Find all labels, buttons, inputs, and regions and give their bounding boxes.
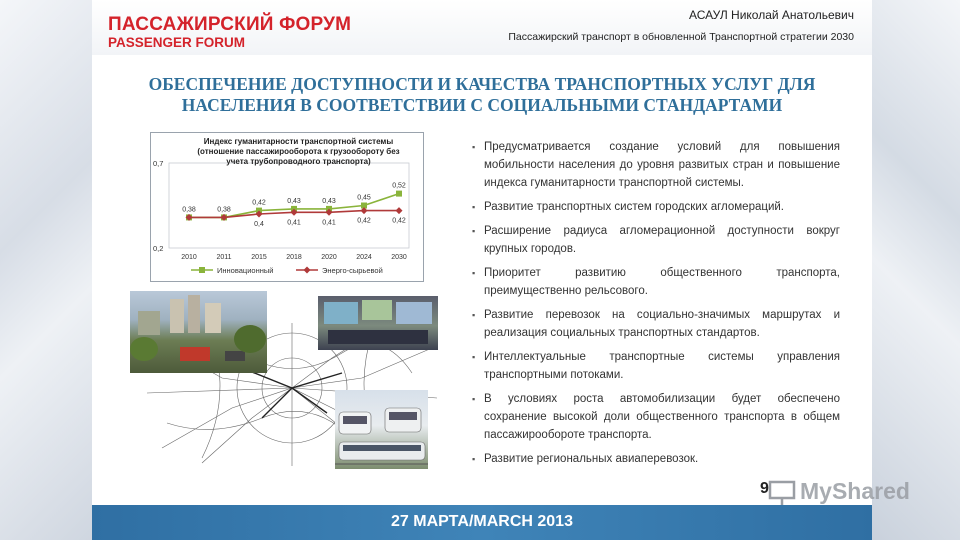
data-point: [396, 207, 403, 214]
background-left: [0, 0, 92, 540]
x-tick-label: 2015: [251, 254, 267, 261]
bullet-item: ▪ Приоритет развитию общественного транспорта, преимущественно рельсового.: [472, 264, 840, 300]
legend-marker: [199, 267, 205, 273]
data-label: 0,41: [287, 219, 301, 227]
x-tick-label: 2011: [216, 254, 232, 261]
bullet-item: ▪ Интеллектуальные транспортные системы управления транспортными потоками.: [472, 348, 840, 384]
legend-label: Энерго-сырьевой: [322, 266, 383, 275]
data-label: 0,41: [322, 219, 336, 227]
bullet-item: ▪ Развитие транспортных систем городских агломераций.: [472, 198, 840, 216]
bullet-item: ▪ В условиях роста автомобилизации будет обеспечено сохранение высокой доли общественного транспорта в общем пассажирообороте транспорта.: [472, 390, 840, 444]
chart-title: Индекс гуманитарности транспортной системы (отношение пассажирооборота к грузообороту без учета трубопроводного транспорта): [197, 137, 400, 166]
x-tick-label: 2020: [321, 254, 337, 261]
presentation-subtitle: Пассажирский транспорт в обновленной Транспортной стратегии 2030: [508, 31, 854, 43]
slide-footer: [92, 505, 872, 540]
data-point: [396, 191, 402, 197]
x-tick-label: 2024: [356, 254, 372, 261]
page-number: 9: [760, 480, 769, 497]
tram-drawing: [335, 390, 428, 469]
bullet-item: ▪ Расширение радиуса агломерационной доступности вокруг крупных городов.: [472, 222, 840, 258]
data-label: 0,45: [357, 194, 371, 202]
bullet-item: ▪ Развитие перевозок на социально-значимых маршрутах и реализация социальных транспортных стандартов.: [472, 306, 840, 342]
tram-photo: [335, 390, 428, 469]
x-tick-label: 2018: [286, 254, 302, 261]
data-label: 0,38: [182, 206, 196, 214]
presentation-icon: [768, 480, 796, 506]
x-tick-label: 2030: [391, 254, 407, 261]
city-street-photo: [130, 291, 267, 373]
legend-label: Инновационный: [217, 266, 274, 275]
data-label: 0,52: [392, 182, 406, 190]
strategy-bullet-list: [472, 138, 840, 474]
slide-title: [112, 74, 852, 116]
city-street-drawing: [130, 291, 267, 373]
data-label: 0,38: [217, 206, 231, 214]
photo-collage: [130, 290, 438, 470]
bullet-item: ▪ Предусматривается создание условий для повышения мобильности населения до уровня развитых стран и повышение индекса гуманитарности транспортной системы.: [472, 138, 840, 192]
bullet-item: ▪ Развитие региональных авиаперевозок.: [472, 450, 840, 468]
y-tick-label: 0,7: [153, 159, 164, 168]
forum-logo-ru: ПАССАЖИРСКИЙ ФОРУМ: [108, 14, 352, 35]
slide: [92, 0, 872, 540]
slide-title-line2: НАСЕЛЕНИЯ В СООТВЕТСТВИИ С СОЦИАЛЬНЫМИ СТАНДАРТАМИ: [181, 95, 783, 115]
footer-date: 27 МАРТА/MARCH 2013: [391, 513, 573, 530]
forum-logo-en: PASSENGER FORUM: [108, 35, 246, 50]
slide-title-line1: ОБЕСПЕЧЕНИЕ ДОСТУПНОСТИ И КАЧЕСТВА ТРАНСПОРТНЫХ УСЛУГ ДЛЯ: [148, 74, 816, 94]
background-right: [872, 0, 960, 540]
data-label: 0,4: [254, 221, 264, 228]
watermark-text: MyShared: [800, 478, 910, 504]
data-label: 0,42: [357, 217, 371, 225]
x-tick-label: 2010: [181, 254, 197, 261]
author-name: АСАУЛ Николай Анатольевич: [689, 8, 854, 22]
data-label: 0,43: [322, 197, 336, 205]
data-label: 0,42: [252, 199, 266, 207]
data-label: 0,42: [392, 217, 406, 225]
y-tick-label: 0,2: [153, 244, 164, 253]
legend-marker: [304, 267, 311, 274]
data-label: 0,43: [287, 197, 301, 205]
slide-header: [92, 0, 872, 55]
control-room-drawing: [318, 296, 438, 350]
humanity-index-chart: [150, 132, 424, 282]
traffic-control-room-photo: [318, 296, 438, 350]
plot-area: [169, 163, 409, 248]
